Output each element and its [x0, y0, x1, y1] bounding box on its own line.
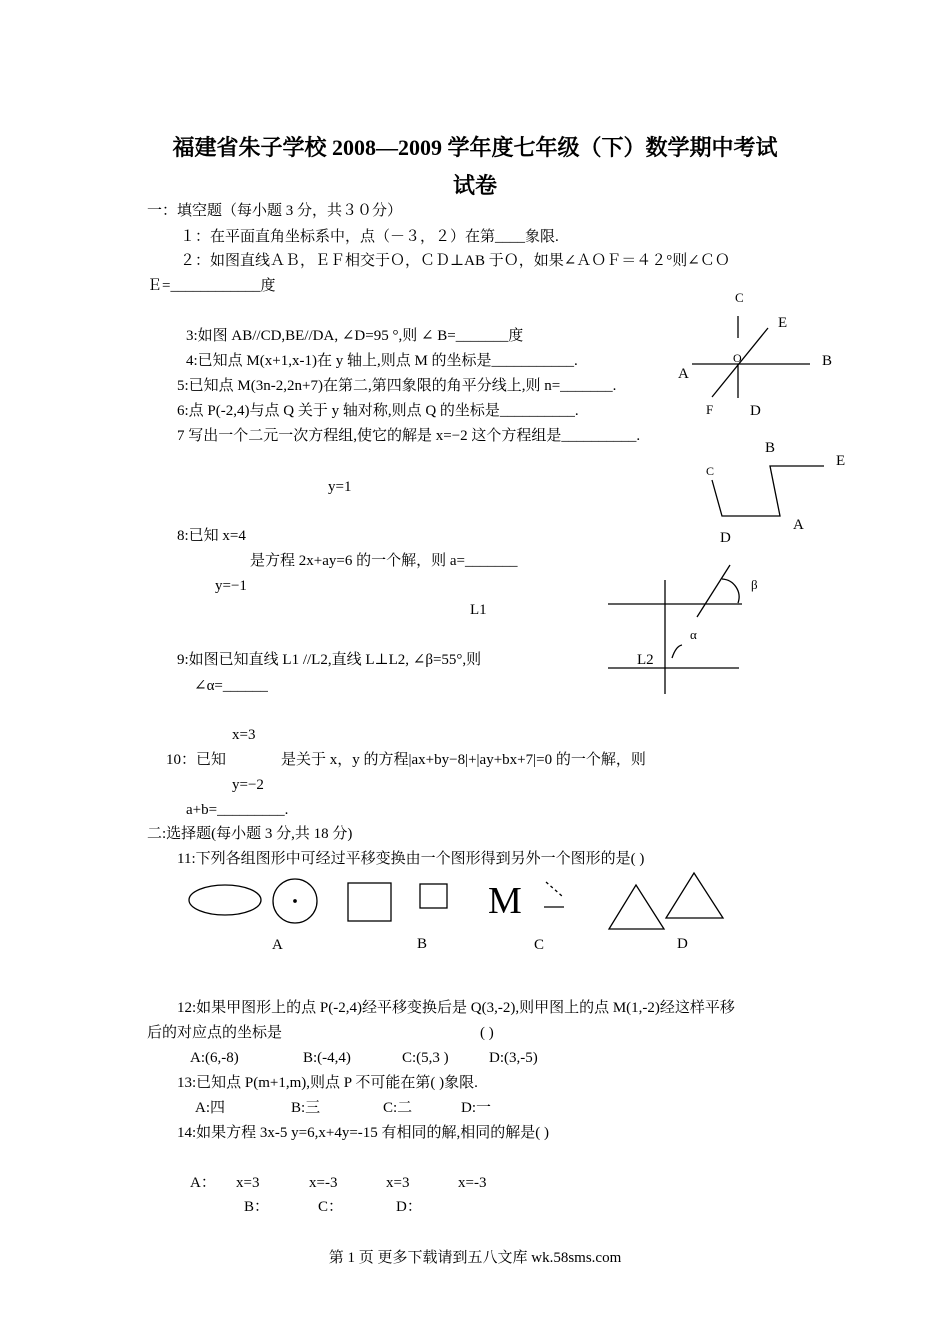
- q11-option-a: A: [272, 937, 283, 953]
- question-2-line2: Ｅ=____________度: [147, 278, 276, 294]
- q12-option-c: C:(5,3 ): [402, 1050, 449, 1066]
- question-9-b: ∠α=______: [194, 678, 268, 694]
- q11-letter-m: M: [488, 880, 522, 922]
- fig1-label-d: D: [750, 403, 761, 419]
- fig2-label-e: E: [836, 453, 846, 469]
- fig3-label-l2: L2: [637, 652, 654, 668]
- beta-arc: [722, 579, 739, 603]
- fig1-label-b: B: [822, 353, 833, 369]
- figure-3-parallel-lines: [608, 565, 742, 694]
- question-1: １：在平面直角坐标系中，点（－３，２）在第____象限.: [180, 229, 559, 245]
- q12-option-a: A:(6,-8): [190, 1050, 239, 1066]
- q11-option-c: C: [534, 937, 545, 953]
- line-ef: [712, 328, 768, 397]
- q11-option-b: B: [417, 936, 428, 952]
- figure-2-parallel-lines: [712, 466, 824, 516]
- question-10-a: 10：已知: [166, 752, 227, 768]
- fig1-label-o: O: [733, 351, 742, 365]
- q14-option-d-x: x=-3: [458, 1175, 487, 1191]
- question-10-c: a+b=_________.: [186, 802, 289, 818]
- q14-option-c: C：: [318, 1199, 344, 1215]
- question-3: 3:如图 AB//CD,BE//DA, ∠D=95 °,则 ∠ B=_______度: [186, 328, 524, 344]
- question-13: 13:已知点 P(m+1,m),则点 P 不可能在第( )象限.: [177, 1075, 478, 1091]
- shape-square-small: [420, 884, 447, 908]
- transversal: [697, 565, 730, 617]
- shape-circle-center: [294, 900, 296, 902]
- page-title-line2: 试卷: [452, 173, 497, 198]
- question-11: 11:下列各组图形中可经过平移变换由一个图形得到另外一个图形的是( ): [177, 851, 645, 867]
- fig2-label-a: A: [793, 517, 804, 533]
- question-12-line2: 后的对应点的坐标是: [147, 1025, 283, 1041]
- q13-option-b: B:三: [291, 1100, 321, 1116]
- section1-header: 一：填空题（每小题 3 分，共３０分）: [147, 203, 403, 219]
- fig1-label-e: E: [778, 315, 788, 331]
- q14-option-a: A：: [190, 1175, 216, 1191]
- q13-option-a: A:四: [195, 1100, 226, 1116]
- q14-option-a-x: x=3: [236, 1175, 260, 1191]
- figure-1-intersecting-lines: [692, 316, 810, 398]
- shape-triangle-1: [609, 885, 664, 929]
- q14-option-c-x: x=3: [386, 1175, 410, 1191]
- shape-triangle-2: [666, 873, 723, 918]
- fig1-label-f: F: [706, 402, 714, 417]
- question-8-y: y=−1: [215, 578, 247, 594]
- question-7: 7 写出一个二元一次方程组,使它的解是 x=−2 这个方程组是__________.: [177, 428, 641, 444]
- fig2-label-b: B: [765, 440, 776, 456]
- question-8-b: 是方程 2x+ay=6 的一个解，则 a=_______: [250, 553, 518, 569]
- question-8-a: 8:已知 x=4: [177, 528, 246, 544]
- alpha-arc: [672, 645, 682, 658]
- q14-option-b: B：: [244, 1199, 270, 1215]
- fig1-label-c: C: [735, 290, 744, 305]
- shape-square-large: [348, 883, 391, 921]
- fig3-label-beta: β: [751, 577, 758, 592]
- q13-option-d: D:一: [461, 1100, 492, 1116]
- page-footer: 第 1 页 更多下载请到五八文库 wk.58sms.com: [328, 1250, 622, 1266]
- question-2-line1: ２：如图直线ＡＢ，ＥＦ相交于Ｏ，ＣＤ⊥AB 于Ｏ，如果∠ＡＯＦ＝４２°则∠ＣＯ: [180, 253, 730, 269]
- question-7-y: y=1: [328, 479, 352, 495]
- shape-ellipse: [189, 885, 261, 915]
- question-10-b: 是关于 x，y 的方程|ax+by−8|+|ay+bx+7|=0 的一个解，则: [281, 752, 646, 768]
- question-12-line1: 12:如果甲图形上的点 P(-2,4)经平移变换后是 Q(3,-2),则甲图上的点 M(1,-2)经这样平移: [177, 1000, 735, 1016]
- fig2-label-d: D: [720, 530, 731, 546]
- section2-header: 二:选择题(每小题 3 分,共 18 分): [147, 826, 353, 842]
- q11-option-d: D: [677, 936, 688, 952]
- question-4: 4:已知点 M(x+1,x-1)在 y 轴上,则点 M 的坐标是___________.: [186, 353, 578, 369]
- q14-option-d: D：: [396, 1199, 422, 1215]
- shape-c-mark: [546, 882, 562, 896]
- question-5: 5:已知点 M(3n-2,2n+7)在第二,第四象限的角平分线上,则 n=_______.: [177, 378, 617, 394]
- zigzag-path: [712, 466, 824, 516]
- question-9-a: 9:如图已知直线 L1 //L2,直线 L⊥L2, ∠β=55°,则: [177, 652, 482, 668]
- q14-option-b-x: x=-3: [309, 1175, 338, 1191]
- page-title: 福建省朱子学校 2008—2009 学年度七年级（下）数学期中考试: [172, 135, 778, 160]
- question-6: 6:点 P(-2,4)与点 Q 关于 y 轴对称,则点 Q 的坐标是__________.: [177, 403, 579, 419]
- q12-option-b: B:(-4,4): [303, 1050, 351, 1066]
- q11-shapes: [189, 873, 723, 929]
- question-10-x: x=3: [232, 727, 256, 743]
- fig3-label-alpha: α: [690, 627, 697, 642]
- question-12-paren: ( ): [480, 1025, 494, 1041]
- question-10-y: y=−2: [232, 777, 264, 793]
- fig1-label-a: A: [678, 366, 689, 382]
- q13-option-c: C:二: [383, 1100, 413, 1116]
- q12-option-d: D:(3,-5): [489, 1050, 538, 1066]
- fig2-label-c: C: [706, 464, 715, 478]
- fig3-label-l1: L1: [470, 602, 487, 618]
- question-14: 14:如果方程 3x-5 y=6,x+4y=-15 有相同的解,相同的解是( ): [177, 1125, 550, 1141]
